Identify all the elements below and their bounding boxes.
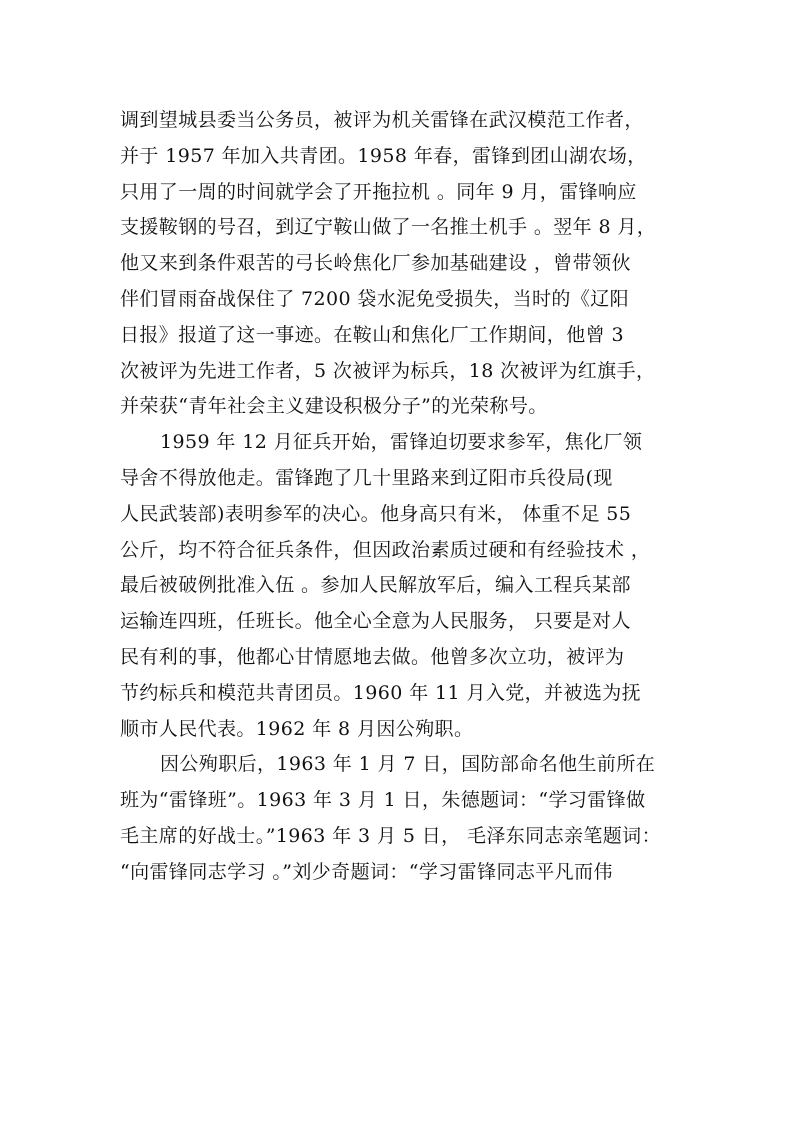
text-line: 班为“雷锋班”。1963 年 3 月 1 日，朱德题词：“学习雷锋做 [120,789,646,812]
text-line: 导舍不得放他走。雷锋跑了几十里路来到辽阳市兵役局(现 [120,466,613,489]
text-line: 并于 1957 年加入共青团。1958 年春，雷锋到团山湖农场， [120,144,647,167]
text-line: 支援鞍钢的号召，到辽宁鞍山做了一名推土机手 。翌年 8 月， [120,216,657,239]
text-line: 日报》报道了这一事迹。在鞍山和焦化厂工作期间，他曾 3 [120,323,624,346]
paragraph-start-line: 1959 年 12 月征兵开始，雷锋迫切要求参军，焦化厂领 [160,431,643,454]
text-line: 调到望城县委当公务员，被评为机关雷锋在武汉模范工作者， [120,109,644,131]
text-line: 他又来到条件艰苦的弓长岭焦化厂参加基础建设 ，曾带领伙 [120,252,631,275]
text-line: 只用了一周的时间就学会了开拖拉机 。同年 9 月，雷锋响应 [120,180,637,203]
body-text [120,103,710,891]
text-line: 顺市人民代表。1962 年 8 月因公殉职。 [120,717,474,740]
paragraph-start-line: 因公殉职后，1963 年 1 月 7 日，国防部命名他生前所在 [160,753,656,776]
text-line: 并荣获“青年社会主义建设积极分子”的光荣称号。 [120,395,548,418]
text-line: 伴们冒雨奋战保住了 7200 袋水泥免受损失，当时的《辽阳 [120,287,630,310]
text-line: “向雷锋同志学习 。”刘少奇题词：“学习雷锋同志平凡而伟 [120,860,613,883]
text-line: 最后被破例批准入伍 。参加人民解放军后，编入工程兵某部 [120,574,631,597]
text-line: 节约标兵和模范共青团员。1960 年 11 月入党，并被选为抚 [120,681,642,704]
text-line: 毛主席的好战士。”1963 年 3 月 5 日， 毛泽东同志亲笔题词： [120,824,661,847]
text-line: 公斤，均不符合征兵条件，但因政治素质过硬和有经验技术 ， [120,538,651,561]
text-line: 民有利的事，他都心甘情愿地去做。他曾多次立功，被评为 [120,645,625,668]
text-line: 人民武装部)表明参军的决心。他身高只有米， 体重不足 55 [120,502,632,525]
text-line: 次被评为先进工作者，5 次被评为标兵，18 次被评为红旗手， [120,359,656,382]
text-line: 运输连四班，任班长。他全心全意为人民服务， 只要是对人 [120,610,631,633]
